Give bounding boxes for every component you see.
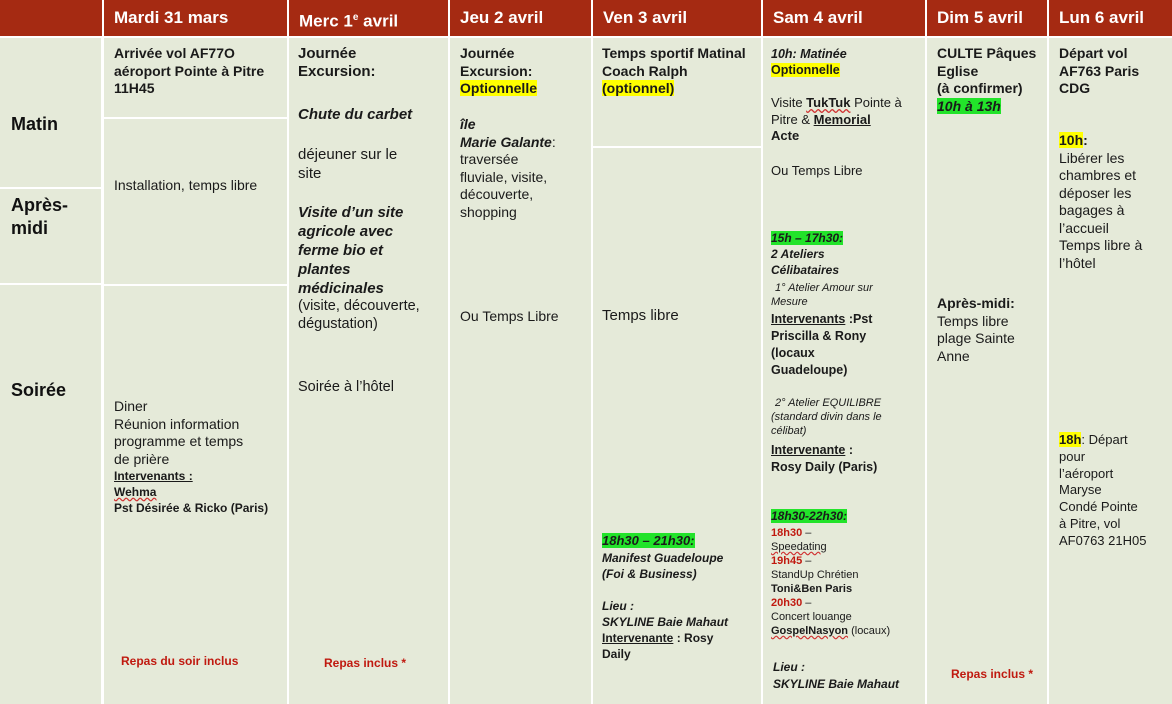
jeudi-temps-libre-text: Ou Temps Libre bbox=[460, 308, 559, 324]
lundi-liberer-line4: bagages à bbox=[1059, 202, 1125, 218]
samedi-ateliers-line1: 2 Ateliers bbox=[771, 247, 825, 261]
mercredi-visite-desc-line1: (visite, découverte, bbox=[298, 298, 420, 314]
samedi-locaux: (locaux) bbox=[848, 625, 891, 637]
column-dimanche bbox=[927, 38, 1047, 704]
vendredi-intervenante-label: Intervenante bbox=[602, 631, 674, 645]
samedi-intervenante-label: Intervenante bbox=[771, 443, 846, 457]
mercredi-visite-desc-line2: dégustation) bbox=[298, 315, 378, 332]
mercredi-visite bbox=[298, 203, 443, 298]
lundi-h10-colon: : bbox=[1083, 132, 1088, 148]
mardi-arrivee-line1: Arrivée vol AF77O bbox=[114, 45, 235, 61]
lundi-liberer-line1: Libérer les bbox=[1059, 149, 1125, 166]
dimanche-plage-line1: Temps libre bbox=[937, 312, 1009, 329]
samedi-intervenants bbox=[771, 311, 923, 379]
dimanche-horaire: 10h à 13h bbox=[937, 97, 1001, 114]
lundi-h18-rest: : Départ bbox=[1081, 432, 1128, 447]
lundi-liberer-line2: chambres et bbox=[1059, 167, 1137, 183]
jeudi-journee bbox=[460, 45, 588, 98]
row-label-matin bbox=[0, 38, 101, 187]
header-mercredi-month: avril bbox=[363, 11, 399, 31]
mercredi-repas-text: Repas inclus * bbox=[324, 656, 407, 670]
header-corner bbox=[0, 0, 102, 36]
row-label-soiree bbox=[0, 285, 101, 704]
header-mardi-label: Mardi 31 mars bbox=[114, 8, 229, 27]
lundi-depart bbox=[1059, 45, 1169, 98]
row-label-apres-midi-line2: midi bbox=[11, 218, 49, 238]
column-mardi bbox=[104, 38, 287, 704]
samedi-atelier1 bbox=[771, 281, 923, 309]
jeudi-journee-line1: Journée bbox=[460, 45, 515, 61]
divider-vendredi-matin bbox=[593, 146, 761, 148]
mardi-intervenants bbox=[114, 468, 286, 516]
jeudi-journee-line2: Excursion: bbox=[460, 62, 533, 79]
vendredi-sportif bbox=[602, 45, 759, 98]
vendredi-daily: Daily bbox=[602, 647, 631, 661]
header-dimanche-label: Dim 5 avril bbox=[937, 8, 1023, 27]
column-mercredi bbox=[289, 38, 448, 704]
jeudi-traversee-line2: fluviale, visite, bbox=[460, 168, 548, 185]
dimanche-repas bbox=[951, 666, 1033, 684]
mercredi-chute bbox=[298, 106, 443, 124]
dimanche-plage-line2: plage Sainte bbox=[937, 330, 1015, 346]
samedi-tuktuk: TukTuk bbox=[806, 95, 851, 110]
mercredi-journee-line2: Excursion: bbox=[298, 63, 376, 80]
mardi-diner bbox=[114, 398, 284, 468]
samedi-visite bbox=[771, 95, 923, 145]
samedi-intervenants-label: Intervenants bbox=[771, 312, 846, 326]
samedi-skyline: SKYLINE Baie Mahaut bbox=[773, 677, 900, 691]
samedi-atelier2 bbox=[771, 396, 923, 438]
dimanche-apres-colon: : bbox=[1010, 295, 1015, 311]
mercredi-soiree-text: Soirée à l’hôtel bbox=[298, 379, 394, 395]
vendredi-manifest bbox=[602, 550, 759, 582]
mercredi-visite-line2: agricole avec bbox=[298, 223, 394, 240]
samedi-speeddating: Speedating bbox=[771, 541, 827, 553]
samedi-temps-libre-text: Ou Temps Libre bbox=[771, 163, 863, 178]
lundi-depart-aero-line1: pour bbox=[1059, 448, 1086, 464]
header-lundi-label: Lun 6 avril bbox=[1059, 8, 1145, 27]
mardi-installation bbox=[114, 177, 284, 195]
samedi-intervenants-name2: (locaux bbox=[771, 346, 815, 360]
mardi-repas bbox=[121, 653, 238, 671]
lundi-depart-aero-line6: AF0763 21H05 bbox=[1059, 532, 1147, 548]
samedi-t1-dash: – bbox=[802, 527, 812, 539]
mardi-arrivee-line3: 11H45 bbox=[114, 80, 155, 96]
samedi-matinee bbox=[771, 46, 923, 78]
vendredi-sportif-line2: Coach Ralph bbox=[602, 62, 688, 79]
vendredi-horaire bbox=[602, 532, 695, 550]
vendredi-intervenante-rest: : Rosy bbox=[673, 631, 714, 645]
mercredi-chute-text: Chute du carbet bbox=[298, 106, 413, 123]
samedi-lieu-label: Lieu : bbox=[773, 660, 805, 674]
mercredi-journee-line1: Journée bbox=[298, 45, 357, 62]
samedi-pitre: Pitre & bbox=[771, 111, 814, 127]
jeudi-traversee-line4: shopping bbox=[460, 203, 517, 220]
samedi-atelier1-line1: 1° Atelier Amour sur bbox=[775, 282, 873, 294]
vendredi-optionnel: (optionnel) bbox=[602, 80, 675, 96]
samedi-gospel: GospelNasyon bbox=[771, 625, 849, 637]
samedi-temps-libre bbox=[771, 162, 923, 180]
dimanche-apres-midi bbox=[937, 295, 1045, 365]
mercredi-dejeuner-line2: site bbox=[298, 165, 322, 182]
row-label-matin-text: Matin bbox=[11, 114, 58, 134]
mercredi-dejeuner bbox=[298, 145, 443, 183]
samedi-t2-dash: – bbox=[802, 555, 812, 567]
header-lundi bbox=[1049, 0, 1172, 36]
mercredi-repas bbox=[324, 655, 406, 673]
mercredi-visite-line1: Visite d’un site bbox=[298, 204, 404, 221]
mardi-repas-text: Repas du soir inclus bbox=[121, 654, 239, 668]
samedi-visite-2: Pointe à bbox=[850, 95, 902, 110]
lundi-h18: 18h bbox=[1059, 432, 1082, 447]
mardi-intervenants-label: Intervenants : bbox=[114, 469, 193, 483]
samedi-horaire-ateliers bbox=[771, 230, 843, 246]
samedi-standup: StandUp Chrétien bbox=[771, 569, 859, 581]
mardi-diner-line3: programme et temps bbox=[114, 433, 244, 449]
mercredi-soiree bbox=[298, 379, 443, 397]
mercredi-journee bbox=[298, 45, 443, 81]
header-mardi bbox=[104, 0, 287, 36]
samedi-ateliers bbox=[771, 246, 923, 278]
jeudi-traversee-line3: découverte, bbox=[460, 186, 534, 202]
header-mercredi bbox=[289, 0, 448, 36]
dimanche-plage-line3: Anne bbox=[937, 347, 970, 364]
mardi-pst-desiree: Pst Désirée & Ricko (Paris) bbox=[114, 501, 269, 515]
vendredi-skyline: SKYLINE Baie Mahaut bbox=[602, 615, 729, 629]
mercredi-visite-line3: ferme bio et bbox=[298, 242, 384, 259]
samedi-memorial: Memorial bbox=[813, 111, 871, 127]
row-label-soiree-text: Soirée bbox=[11, 380, 67, 400]
mercredi-visite-line5: médicinales bbox=[298, 280, 384, 297]
vendredi-lieu-label: Lieu : bbox=[602, 599, 634, 613]
header-jeudi bbox=[450, 0, 591, 36]
mercredi-dejeuner-line1: déjeuner sur le bbox=[298, 146, 398, 163]
samedi-matinee-label: 10h: Matinée bbox=[771, 47, 847, 61]
vendredi-manifest-line2: (Foi & Business) bbox=[602, 567, 697, 581]
header-jeudi-label: Jeu 2 avril bbox=[460, 8, 544, 27]
samedi-rosy: Rosy Daily (Paris) bbox=[771, 460, 878, 474]
samedi-toni: Toni&Ben Paris bbox=[771, 583, 853, 595]
lundi-depart-line1: Départ vol bbox=[1059, 45, 1128, 61]
samedi-horaire-soiree-text: 18h30-22h30: bbox=[771, 509, 848, 523]
jeudi-traversee-line1: traversée bbox=[460, 151, 519, 167]
samedi-horaire-ateliers-text: 15h – 17h30: bbox=[771, 231, 844, 245]
samedi-programme bbox=[771, 526, 923, 638]
lundi-matin bbox=[1059, 132, 1171, 272]
jeudi-optionnelle: Optionnelle bbox=[460, 80, 537, 96]
lundi-liberer-line6: Temps libre à bbox=[1059, 237, 1143, 253]
samedi-atelier2-line3: célibat) bbox=[771, 425, 807, 437]
samedi-atelier2-line1: 2° Atelier EQUILIBRE bbox=[775, 397, 882, 409]
header-mercredi-sup: e bbox=[352, 12, 359, 23]
lundi-soir bbox=[1059, 432, 1171, 550]
header-mercredi-day: Merc 1 bbox=[299, 11, 353, 31]
lundi-depart-aero-line3: Maryse bbox=[1059, 482, 1102, 498]
lundi-depart-aero-line2: l’aéroport bbox=[1059, 465, 1114, 481]
divider-mardi-soiree bbox=[104, 284, 287, 286]
mardi-arrivee bbox=[114, 45, 282, 98]
dimanche-culte-line2: Eglise bbox=[937, 62, 979, 79]
dimanche-culte-line1: CULTE Pâques bbox=[937, 45, 1037, 61]
samedi-optionnelle: Optionnelle bbox=[771, 63, 840, 77]
samedi-concert: Concert louange bbox=[771, 611, 852, 623]
jeudi-ile bbox=[460, 116, 588, 221]
samedi-acte: Acte bbox=[771, 128, 800, 143]
samedi-atelier1-line2: Mesure bbox=[771, 296, 808, 308]
row-label-apres-midi-line1: Après- bbox=[11, 195, 69, 215]
samedi-intervenants-name3: Guadeloupe) bbox=[771, 363, 848, 377]
samedi-intervenante-rest: : bbox=[845, 443, 853, 457]
lundi-depart-line2: AF763 Paris bbox=[1059, 62, 1140, 79]
vendredi-lieu bbox=[602, 598, 759, 662]
mercredi-visite-line4: plantes bbox=[298, 261, 351, 278]
header-samedi-label: Sam 4 avril bbox=[773, 8, 863, 27]
header-dimanche bbox=[927, 0, 1047, 36]
samedi-intervenants-rest: :Pst bbox=[845, 312, 873, 326]
samedi-visite-1: Visite bbox=[771, 95, 807, 110]
samedi-t1: 18h30 bbox=[771, 527, 803, 539]
lundi-liberer-line7: l’hôtel bbox=[1059, 254, 1096, 271]
lundi-liberer-line5: l’accueil bbox=[1059, 219, 1109, 236]
dimanche-culte-line3: (à confirmer) bbox=[937, 80, 1023, 96]
samedi-intervenants-name1: Priscilla & Rony bbox=[771, 329, 867, 343]
vendredi-temps-libre bbox=[602, 307, 759, 325]
dimanche-repas-text: Repas inclus * bbox=[951, 667, 1034, 681]
lundi-depart-aero-line5: à Pitre, vol bbox=[1059, 515, 1121, 531]
dimanche-apres-midi-label: Après-midi bbox=[937, 295, 1011, 311]
samedi-ateliers-line2: Célibataires bbox=[771, 263, 840, 277]
lundi-depart-aero-line4: Condé Pointe bbox=[1059, 499, 1138, 515]
lundi-h10: 10h bbox=[1059, 132, 1084, 148]
samedi-t3: 20h30 bbox=[771, 597, 803, 609]
vendredi-temps-libre-text: Temps libre bbox=[602, 307, 679, 324]
header-vendredi bbox=[593, 0, 761, 36]
samedi-lieu bbox=[773, 659, 925, 693]
mardi-diner-line2: Réunion information bbox=[114, 415, 240, 432]
jeudi-ile-label: île bbox=[460, 116, 476, 132]
samedi-horaire-soiree bbox=[771, 508, 847, 524]
vendredi-horaire-text: 18h30 – 21h30: bbox=[602, 533, 695, 548]
samedi-t3-dash: – bbox=[802, 597, 812, 609]
vendredi-manifest-line1: Manifest Guadeloupe bbox=[602, 551, 724, 565]
dimanche-culte bbox=[937, 45, 1047, 115]
samedi-intervenante bbox=[771, 442, 923, 476]
mardi-diner-line4: de prière bbox=[114, 450, 170, 467]
samedi-t2: 19h45 bbox=[771, 555, 803, 567]
divider-mardi-matin bbox=[104, 117, 287, 119]
jeudi-colon: : bbox=[551, 133, 556, 150]
lundi-liberer-line3: déposer les bbox=[1059, 184, 1132, 201]
mercredi-visite-desc bbox=[298, 298, 446, 333]
header-samedi bbox=[763, 0, 925, 36]
jeudi-marie-galante: Marie Galante bbox=[460, 133, 552, 150]
mardi-installation-text: Installation, temps libre bbox=[114, 177, 258, 193]
header-vendredi-label: Ven 3 avril bbox=[603, 8, 688, 27]
mardi-arrivee-line2: aéroport Pointe à Pitre bbox=[114, 62, 265, 79]
jeudi-temps-libre bbox=[460, 308, 588, 326]
vendredi-sportif-line1: Temps sportif Matinal bbox=[602, 45, 746, 61]
lundi-depart-line3: CDG bbox=[1059, 80, 1091, 96]
mardi-diner-line1: Diner bbox=[114, 398, 148, 414]
mardi-wehma: Wehma bbox=[114, 485, 157, 499]
row-label-apres-midi bbox=[0, 189, 101, 283]
samedi-atelier2-line2: (standard divin dans le bbox=[771, 411, 882, 423]
